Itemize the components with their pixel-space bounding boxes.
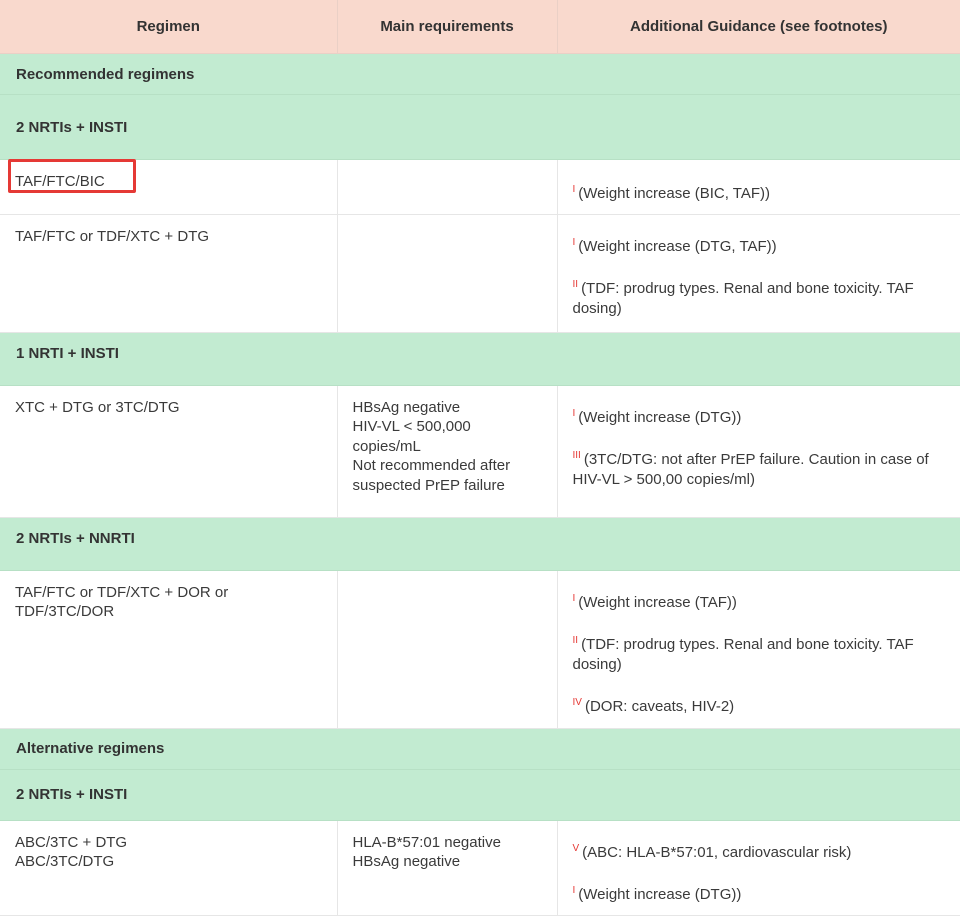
regimen-cell: ABC/3TC + DTG ABC/3TC/DTG (0, 820, 337, 915)
guidance-cell (557, 570, 960, 728)
guidance-cell (557, 160, 960, 215)
footnote-marker: V (572, 842, 580, 854)
header-regimen: Regimen (0, 0, 337, 54)
regimen-cell: TAF/FTC or TDF/XTC + DTG (0, 214, 337, 332)
section-2nrti-insti: 2 NRTIs + INSTI (0, 95, 960, 160)
table-header-row (0, 0, 960, 54)
guidance-item: $^I$ (Weight increase (TAF)) (572, 592, 737, 611)
regimen-cell: XTC + DTG or 3TC/DTG (0, 385, 337, 517)
header-additional-guidance: Additional Guidance (see footnotes) (557, 0, 960, 54)
guidance-cell (557, 385, 960, 517)
footnote-marker: I (572, 885, 576, 896)
highlight-box (8, 159, 136, 193)
section-row (0, 95, 960, 160)
section-alt-2nrti-insti: 2 NRTIs + INSTI (0, 769, 960, 820)
guidance-item: $^V$ (ABC: HLA-B*57:01, cardiovascular risk) (572, 842, 852, 861)
guidance-item: $^I$ (Weight increase (BIC, TAF)) (572, 184, 770, 202)
table-row (0, 385, 960, 517)
main-requirements-cell (337, 214, 557, 332)
section-row (0, 769, 960, 820)
main-requirements-cell (337, 570, 557, 728)
guidance-item: $^{II}$ (TDF: prodrug types. Renal and bone toxicity. TAF dosing) (572, 635, 914, 673)
section-row (0, 54, 960, 95)
regimen-cell: TAF/FTC or TDF/XTC + DOR or TDF/3TC/DOR (0, 570, 337, 728)
main-requirements-cell (337, 160, 557, 215)
guidance-item: $^I$ (Weight increase (DTG)) (572, 885, 742, 903)
regimen-cell: TAF/FTC/BIC (0, 160, 337, 215)
section-row (0, 517, 960, 570)
guidance-cell (557, 820, 960, 915)
footnote-marker: III (572, 450, 581, 461)
main-requirements-cell: HBsAg negative HIV-VL < 500,000 copies/mL Not recommended after suspected PrEP failure (337, 385, 557, 517)
guidance-item: $^{IV}$ (DOR: caveats, HIV-2) (572, 697, 735, 715)
guidance-item: $^I$ (Weight increase (DTG)) (572, 407, 742, 426)
footnote-marker: II (572, 279, 579, 290)
section-alternative: Alternative regimens (0, 728, 960, 769)
footnote-marker: I (572, 592, 576, 604)
guidance-item: $^I$ (Weight increase (DTG, TAF)) (572, 236, 777, 255)
header-main-requirements: Main requirements (337, 0, 557, 54)
section-recommended: Recommended regimens (0, 54, 960, 95)
footnote-marker: I (572, 236, 576, 248)
footnote-marker: I (572, 184, 576, 195)
footnote-marker: IV (572, 697, 582, 708)
main-requirements-cell: HLA-B*57:01 negative HBsAg negative (337, 820, 557, 915)
footnote-marker: I (572, 407, 576, 419)
footnote-marker: II (572, 635, 579, 646)
section-2nrti-nnrti: 2 NRTIs + NNRTI (0, 517, 960, 570)
section-1nrti-insti: 1 NRTI + INSTI (0, 332, 960, 385)
table-row (0, 214, 960, 332)
section-row (0, 728, 960, 769)
table-row (0, 820, 960, 915)
guidance-cell (557, 214, 960, 332)
section-row (0, 332, 960, 385)
guidance-item: $^{II}$ (TDF: prodrug types. Renal and bone toxicity. TAF dosing) (572, 279, 914, 317)
table-row (0, 160, 960, 215)
table-row (0, 570, 960, 728)
guidance-item: $^{III}$ (3TC/DTG: not after PrEP failure. Caution in case of HIV-VL > 500,00 copies/ml) (572, 450, 929, 488)
